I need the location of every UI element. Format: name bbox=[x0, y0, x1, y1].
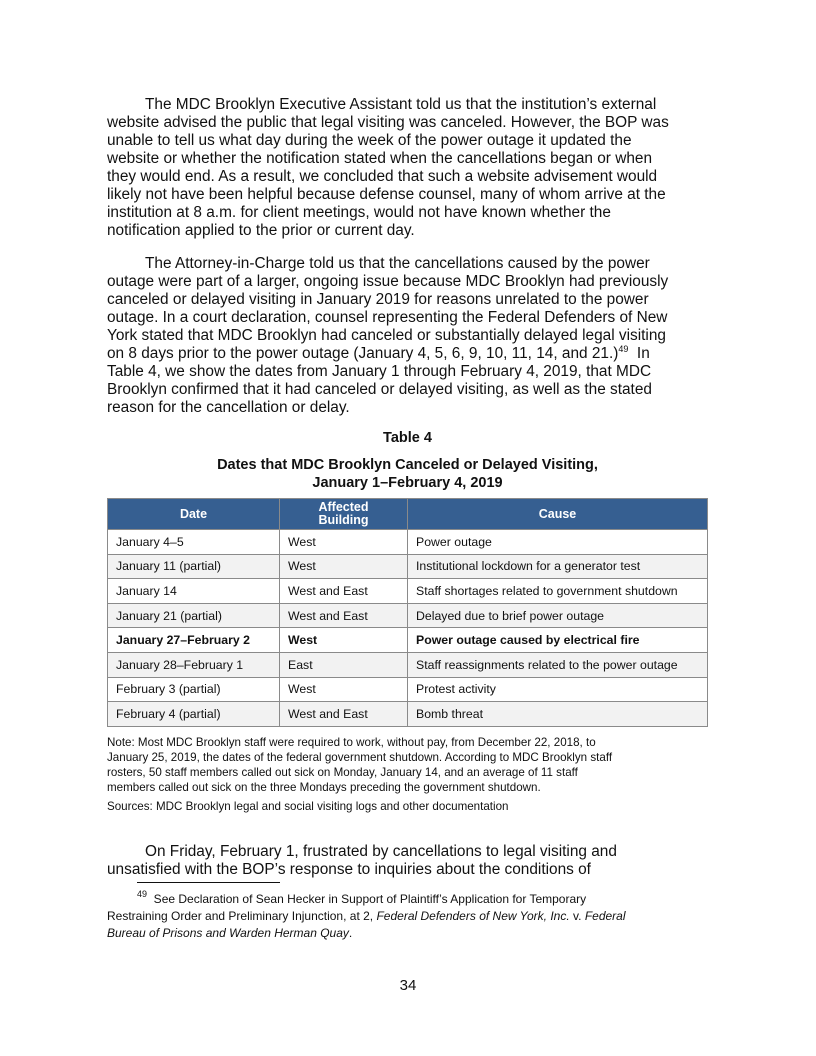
building-cell: West and East bbox=[280, 702, 408, 727]
cause-cell: Delayed due to brief power outage bbox=[408, 603, 708, 628]
date-cell: January 14 bbox=[108, 579, 280, 604]
building-cell: West bbox=[280, 677, 408, 702]
line-text: canceled or delayed visiting in January 2019 for reasons unrelated to the power bbox=[107, 291, 649, 308]
footnote-line-1: See Declaration of Sean Hecker in Support of Plaintiff’s Application for Temporary bbox=[147, 892, 587, 906]
building-cell: East bbox=[280, 652, 408, 677]
paragraph-line bbox=[107, 327, 717, 345]
table-row bbox=[108, 603, 708, 628]
table-row bbox=[108, 628, 708, 653]
header-date: Date bbox=[108, 499, 280, 530]
table-title-line-2: January 1–February 4, 2019 bbox=[312, 475, 503, 491]
paragraph-line bbox=[107, 399, 717, 417]
cause-cell: Bomb threat bbox=[408, 702, 708, 727]
table-sources: Sources: MDC Brooklyn legal and social visiting logs and other documentation bbox=[107, 800, 509, 813]
footnote-divider bbox=[137, 882, 280, 883]
line-text: unsatisfied with the BOP’s response to inquiries about the conditions of bbox=[107, 861, 591, 878]
line-text: website or whether the notification stated when the cancellations began or when bbox=[107, 150, 652, 167]
note-line: rosters, 50 staff members called out sick on Monday, January 14, and an average of 11 staff bbox=[107, 766, 578, 779]
cause-cell: Staff shortages related to government shutdown bbox=[408, 579, 708, 604]
header-affected-building: Affected Building bbox=[280, 499, 408, 530]
line-text: unable to tell us what day during the week of the power outage it updated the bbox=[107, 132, 632, 149]
line-text: The Attorney-in-Charge told us that the cancellations caused by the power bbox=[145, 255, 650, 272]
building-cell: West and East bbox=[280, 603, 408, 628]
cause-cell: Institutional lockdown for a generator test bbox=[408, 554, 708, 579]
note-line: January 25, 2019, the dates of the federal government shutdown. According to MDC Brooklyn staff bbox=[107, 751, 613, 764]
building-cell: West bbox=[280, 554, 408, 579]
paragraph-line bbox=[107, 273, 717, 291]
case-name-defendant-end: Bureau of Prisons and Warden Herman Quay bbox=[107, 926, 349, 940]
line-text: on 8 days prior to the power outage (January 4, 5, 6, 9, 10, 11, 14, and 21.) bbox=[107, 345, 619, 362]
cause-cell: Staff reassignments related to the power outage bbox=[408, 652, 708, 677]
paragraph-website-advisement bbox=[107, 96, 717, 240]
table-row bbox=[108, 530, 708, 555]
line-text: Brooklyn confirmed that it had canceled or delayed visiting, as well as the stated bbox=[107, 381, 652, 398]
table-row bbox=[108, 554, 708, 579]
line-text: On Friday, February 1, frustrated by cancellations to legal visiting and bbox=[145, 843, 617, 860]
date-cell: February 3 (partial) bbox=[108, 677, 280, 702]
footnote-period: . bbox=[348, 926, 353, 940]
paragraph-line bbox=[107, 843, 717, 861]
paragraph-february-1 bbox=[107, 843, 717, 879]
paragraph-line bbox=[107, 363, 717, 381]
date-cell: January 4–5 bbox=[108, 530, 280, 555]
note-line: members called out sick on the three Mondays preceding the government shutdown. bbox=[107, 781, 541, 794]
table-label: Table 4 bbox=[383, 430, 432, 446]
line-text: notification applied to the prior or current day. bbox=[107, 222, 415, 239]
line-text: outage were part of a larger, ongoing issue because MDC Brooklyn had previously bbox=[107, 273, 669, 290]
table-header-row bbox=[108, 499, 708, 530]
line-text: York stated that MDC Brooklyn had canceled or substantially delayed legal visiting bbox=[107, 327, 666, 344]
cause-cell: Power outage bbox=[408, 530, 708, 555]
footnote-line-2: Restraining Order and Preliminary Injunction, at 2, bbox=[107, 909, 377, 923]
table-title-line-1: Dates that MDC Brooklyn Canceled or Delayed Visiting, bbox=[217, 457, 598, 473]
paragraph-line bbox=[107, 96, 717, 114]
line-text: they would end. As a result, we concluded that such a website advisement would bbox=[107, 168, 658, 185]
versus: v. bbox=[569, 909, 585, 923]
table-row bbox=[108, 652, 708, 677]
line-text: website advised the public that legal visiting was canceled. However, the BOP was bbox=[107, 114, 669, 131]
paragraph-line bbox=[107, 150, 717, 168]
cause-cell: Protest activity bbox=[408, 677, 708, 702]
line-text: outage. In a court declaration, counsel representing the Federal Defenders of New bbox=[107, 309, 668, 326]
building-cell: West bbox=[280, 530, 408, 555]
line-text: Table 4, we show the dates from January 1 through February 4, 2019, that MDC bbox=[107, 363, 652, 380]
paragraph-line bbox=[107, 168, 717, 186]
paragraph-line bbox=[107, 861, 717, 879]
paragraph-line bbox=[107, 345, 717, 363]
table-row bbox=[108, 579, 708, 604]
line-text: In bbox=[628, 345, 650, 362]
paragraph-line bbox=[107, 132, 717, 150]
paragraph-line bbox=[107, 114, 717, 132]
date-cell: January 21 (partial) bbox=[108, 603, 280, 628]
date-cell: February 4 (partial) bbox=[108, 702, 280, 727]
date-cell: January 11 (partial) bbox=[108, 554, 280, 579]
building-cell: West bbox=[280, 628, 408, 653]
date-cell: January 27–February 2 bbox=[108, 628, 280, 653]
visiting-cancellations-table bbox=[107, 498, 708, 727]
header-cause: Cause bbox=[408, 499, 708, 530]
page-number: 34 bbox=[399, 977, 417, 994]
paragraph-line bbox=[107, 204, 717, 222]
line-text: reason for the cancellation or delay. bbox=[107, 399, 350, 416]
paragraph-line bbox=[107, 255, 717, 273]
footnote-number: 49 bbox=[137, 889, 148, 899]
footnote-reference[interactable]: 49 bbox=[618, 344, 629, 354]
paragraph-line bbox=[107, 222, 717, 240]
paragraph-attorney-in-charge bbox=[107, 255, 717, 417]
date-cell: January 28–February 1 bbox=[108, 652, 280, 677]
table-row bbox=[108, 677, 708, 702]
case-name-plaintiff: Federal Defenders of New York, Inc. bbox=[376, 909, 570, 923]
building-cell: West and East bbox=[280, 579, 408, 604]
cause-cell: Power outage caused by electrical fire bbox=[408, 628, 708, 653]
case-name-defendant-start: Federal bbox=[584, 909, 626, 923]
footnote-49 bbox=[107, 891, 626, 942]
note-line: Note: Most MDC Brooklyn staff were required to work, without pay, from December 22, 2018, to bbox=[107, 736, 596, 749]
paragraph-line bbox=[107, 291, 717, 309]
line-text: The MDC Brooklyn Executive Assistant told us that the institution’s external bbox=[145, 96, 657, 113]
line-text: institution at 8 a.m. for client meetings, would not have known whether the bbox=[107, 204, 611, 221]
table-note bbox=[107, 735, 717, 795]
paragraph-line bbox=[107, 309, 717, 327]
line-text: likely not have been helpful because defense counsel, many of whom arrive at the bbox=[107, 186, 666, 203]
paragraph-line bbox=[107, 381, 717, 399]
table-row bbox=[108, 702, 708, 727]
paragraph-line bbox=[107, 186, 717, 204]
